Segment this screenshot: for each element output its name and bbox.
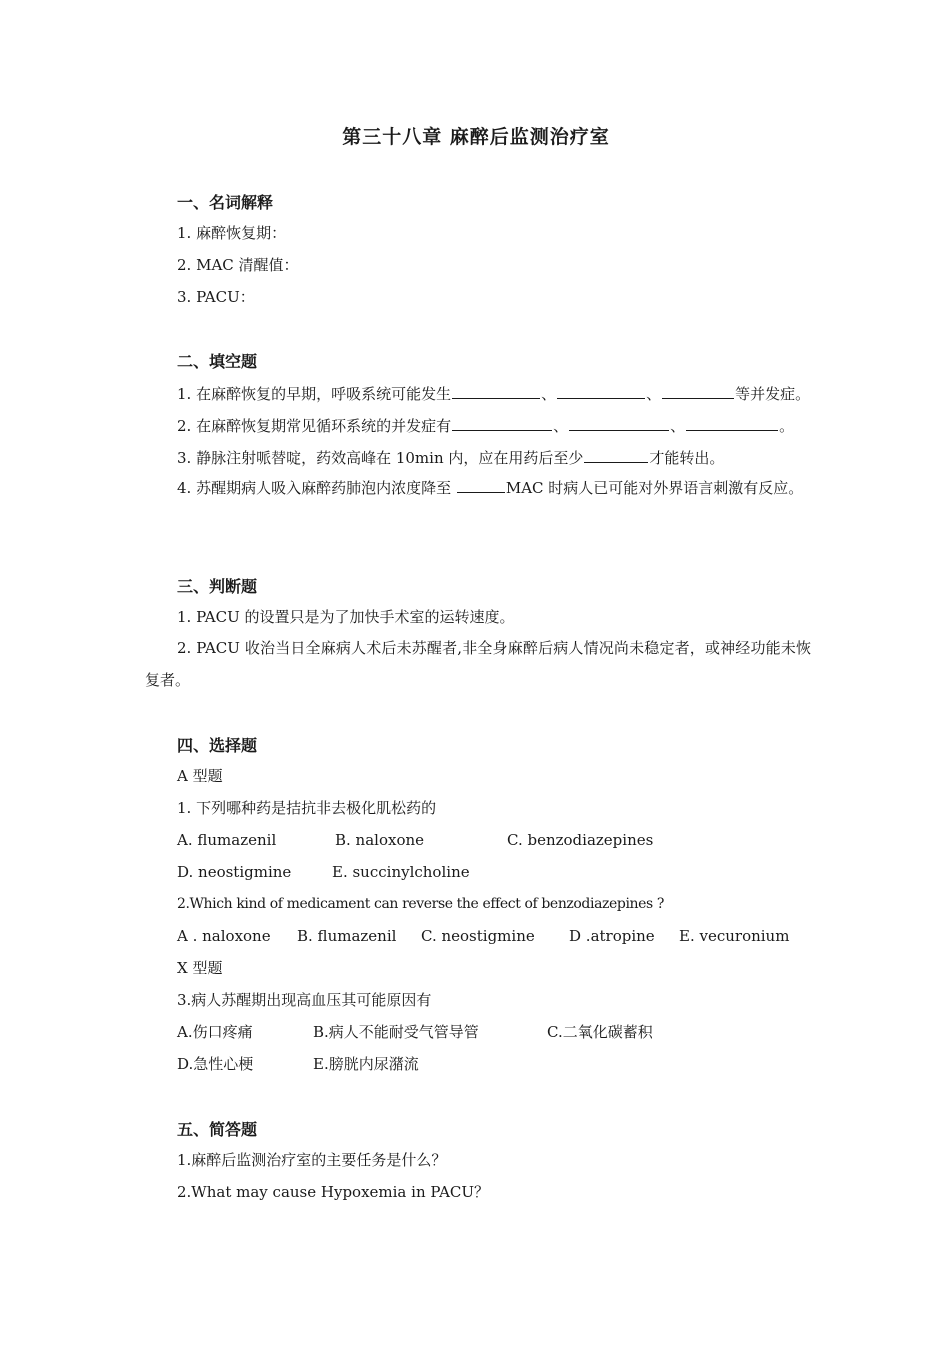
fill-blank — [662, 381, 734, 399]
option-d: D .atropine — [569, 927, 655, 945]
section-5-heading: 五、简答题 — [177, 1120, 258, 1139]
fill-question-3-end: 才能转出。 — [649, 449, 725, 467]
fill-blank — [452, 413, 552, 431]
option-e: E. vecuronium — [679, 927, 790, 945]
option-a: A. flumazenil — [177, 831, 277, 849]
section-3-heading: 三、判断题 — [177, 577, 258, 596]
short-answer-question-1: 1.麻醉后监测治疗室的主要任务是什么？ — [177, 1151, 447, 1169]
choice-question-2-options — [177, 925, 789, 947]
fill-blank — [686, 413, 778, 431]
fill-question-1 — [177, 381, 810, 405]
separator: 、 — [670, 417, 686, 435]
separator: 、 — [553, 417, 569, 435]
option-c: C. neostigmine — [421, 927, 535, 945]
separator: 、 — [541, 385, 557, 403]
fill-question-1-text: 1. 在麻醉恢复的早期，呼吸系统可能发生 — [177, 385, 452, 403]
fill-question-2 — [177, 413, 794, 437]
section-1-heading: 一、名词解释 — [177, 193, 274, 212]
fill-question-4-end: MAC 时病人已可能对外界语言刺激有反应。 — [505, 479, 804, 497]
choice-question-2-stem: 2.Which kind of medicament can reverse the effect of benzodiazepines ? — [177, 896, 664, 912]
choice-question-1-stem: 1. 下列哪种药是拮抗非去极化肌松药的 — [177, 799, 437, 817]
type-a-label: A 型题 — [177, 767, 223, 785]
fill-question-2-text: 2. 在麻醉恢复期常见循环系统的并发症有 — [177, 417, 452, 435]
choice-question-3-options-row-2 — [177, 1053, 419, 1075]
judge-question-1: 1. PACU 的设置只是为了加快手术室的运转速度。 — [177, 608, 515, 626]
term-2: 2. MAC 清醒值： — [177, 256, 299, 274]
fill-blank — [457, 475, 505, 493]
fill-question-2-end: 。 — [779, 417, 795, 435]
term-3: 3. PACU： — [177, 288, 255, 306]
choice-question-1-options-row-1 — [177, 829, 653, 851]
fill-blank — [557, 381, 645, 399]
page-title: 第三十八章 麻醉后监测治疗室 — [342, 126, 610, 148]
option-d: D.急性心梗 — [177, 1055, 254, 1073]
short-answer-question-2: 2.What may cause Hypoxemia in PACU？ — [177, 1183, 490, 1201]
choice-question-3-options-row-1 — [177, 1021, 653, 1043]
option-a: A . naloxone — [177, 927, 271, 945]
option-b: B. naloxone — [335, 831, 425, 849]
fill-question-4 — [145, 472, 811, 504]
option-b: B. flumazenil — [297, 927, 397, 945]
term-1: 1. 麻醉恢复期： — [177, 224, 287, 242]
option-b: B.病人不能耐受气管导管 — [313, 1023, 479, 1041]
option-e: E.膀胱内尿潴流 — [313, 1055, 419, 1073]
option-c: C. benzodiazepines — [507, 831, 654, 849]
option-e: E. succinylcholine — [332, 863, 470, 881]
judge-question-2: 2. PACU 收治当日全麻病人术后未苏醒者,非全身麻醉后病人情况尚未稳定者，或神经功能未恢复者。 — [145, 639, 811, 689]
fill-blank — [569, 413, 669, 431]
option-a: A.伤口疼痛 — [177, 1023, 253, 1041]
option-c: C.二氧化碳蓄积 — [547, 1023, 653, 1041]
choice-question-3-stem: 3.病人苏醒期出现高血压其可能原因有 — [177, 991, 432, 1009]
fill-question-1-end: 等并发症。 — [735, 385, 811, 403]
fill-question-3-text: 3. 静脉注射哌替啶，药效高峰在 10min 内，应在用药后至少 — [177, 449, 584, 467]
choice-question-1-options-row-2 — [177, 861, 470, 883]
option-d: D. neostigmine — [177, 863, 292, 881]
separator: 、 — [646, 385, 662, 403]
type-x-label: X 型题 — [177, 959, 223, 977]
fill-question-3 — [177, 445, 724, 469]
fill-blank — [452, 381, 540, 399]
fill-question-4-text: 4. 苏醒期病人吸入麻醉药肺泡内浓度降至 — [177, 479, 456, 497]
section-4-heading: 四、选择题 — [177, 736, 258, 755]
section-2-heading: 二、填空题 — [177, 352, 258, 371]
fill-blank — [584, 445, 648, 463]
